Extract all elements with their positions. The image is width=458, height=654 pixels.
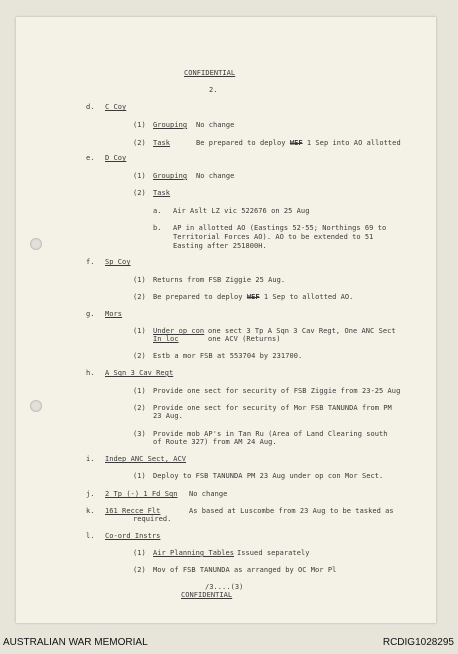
para-letter: i.: [86, 455, 95, 463]
para-title: Sp Coy: [105, 258, 131, 266]
item-text: Estb a mor FSB at 553704 by 231700.: [153, 352, 303, 360]
classification-header: CONFIDENTIAL: [184, 69, 236, 77]
para-letter: g.: [86, 310, 95, 318]
para-title: 2 Tp (-) 1 Fd Sqn: [105, 490, 178, 498]
para-letter: f.: [86, 258, 95, 266]
item-label: Task: [153, 139, 171, 147]
item-number: (1): [133, 276, 146, 284]
item-text: Be prepared to deploy WEF 1 Sep into AO allotted: [196, 139, 401, 147]
item-text: No change: [196, 172, 235, 180]
item-text: 23 Aug.: [153, 412, 183, 420]
item-number: (2): [133, 189, 146, 197]
sub-item-letter: b.: [153, 224, 162, 232]
sub-item-text: AP in allotted AO (Eastings 52-55; Northings 69 to Territorial Forces AO). AO to be extended to 51 Easting after 251800H.: [173, 224, 387, 250]
item-number: (1): [133, 327, 146, 335]
item-text: Provide one sect for security of Mor FSB TANUNDA from PM: [153, 404, 392, 412]
sub-item-letter: a.: [153, 207, 162, 215]
item-number: (2): [133, 566, 146, 574]
item-number: (1): [133, 172, 146, 180]
item-number: (1): [133, 549, 146, 557]
item-text: Returns from FSB Ziggie 25 Aug.: [153, 276, 286, 284]
archive-id: RCDIG1028295: [382, 637, 454, 648]
struck-text: WEF: [246, 293, 260, 301]
item-number: (1): [133, 121, 146, 129]
item-label: In loc: [153, 335, 179, 343]
item-text: one sect 3 Tp A Sqn 3 Cav Regt, One ANC Sect: [208, 327, 396, 335]
item-text: Issued separately: [237, 549, 310, 557]
item-text: one ACV (Returns): [208, 335, 281, 343]
para-title: Co-ord Instrs: [105, 532, 161, 540]
item-label: Air Planning Tables: [153, 549, 235, 557]
document-page: [16, 17, 436, 623]
para-title: D Coy: [105, 154, 127, 162]
item-number: (3): [133, 430, 146, 438]
punch-hole: [30, 400, 42, 412]
item-text: of Route 327) from AM 24 Aug.: [153, 438, 277, 446]
struck-text: WEF: [289, 139, 303, 147]
item-text: required.: [133, 515, 172, 523]
item-text: As based at Luscombe from 23 Aug to be tasked as: [189, 507, 394, 515]
item-number: (1): [133, 387, 146, 395]
item-text: Be prepared to deploy WEF 1 Sep to allotted AO.: [153, 293, 354, 301]
item-number: (2): [133, 293, 146, 301]
item-label: Under op con: [153, 327, 205, 335]
para-title: C Coy: [105, 103, 127, 111]
archive-name: AUSTRALIAN WAR MEMORIAL: [3, 637, 148, 648]
para-letter: e.: [86, 154, 95, 162]
item-text: No change: [189, 490, 228, 498]
item-text: Provide mob AP's in Tan Ru (Area of Land Clearing south: [153, 430, 388, 438]
sub-item-text: Air Aslt LZ vic 522676 on 25 Aug: [173, 207, 310, 215]
para-letter: h.: [86, 369, 95, 377]
item-number: (2): [133, 352, 146, 360]
page-number: 2.: [209, 86, 218, 94]
para-title: Indep ANC Sect, ACV: [105, 455, 187, 463]
item-number: (1): [133, 472, 146, 480]
para-title: A Sqn 3 Cav Regt: [105, 369, 174, 377]
para-letter: l.: [86, 532, 95, 540]
para-title: Mors: [105, 310, 123, 318]
classification-footer: CONFIDENTIAL: [181, 591, 233, 599]
item-text: No change: [196, 121, 235, 129]
para-letter: k.: [86, 507, 95, 515]
continuation-marker: /3....(3): [205, 583, 244, 591]
para-title: 161 Recce Flt: [105, 507, 161, 515]
item-label: Task: [153, 189, 171, 197]
item-text: Deploy to FSB TANUNDA PM 23 Aug under op con Mor Sect.: [153, 472, 384, 480]
punch-hole: [30, 238, 42, 250]
item-text: Mov of FSB TANUNDA as arranged by OC Mor Pl: [153, 566, 337, 574]
para-letter: j.: [86, 490, 95, 498]
item-text: Provide one sect for security of FSB Ziggie from 23-25 Aug: [153, 387, 401, 395]
item-label: Grouping: [153, 172, 188, 180]
item-number: (2): [133, 139, 146, 147]
para-letter: d.: [86, 103, 95, 111]
item-label: Grouping: [153, 121, 188, 129]
item-number: (2): [133, 404, 146, 412]
